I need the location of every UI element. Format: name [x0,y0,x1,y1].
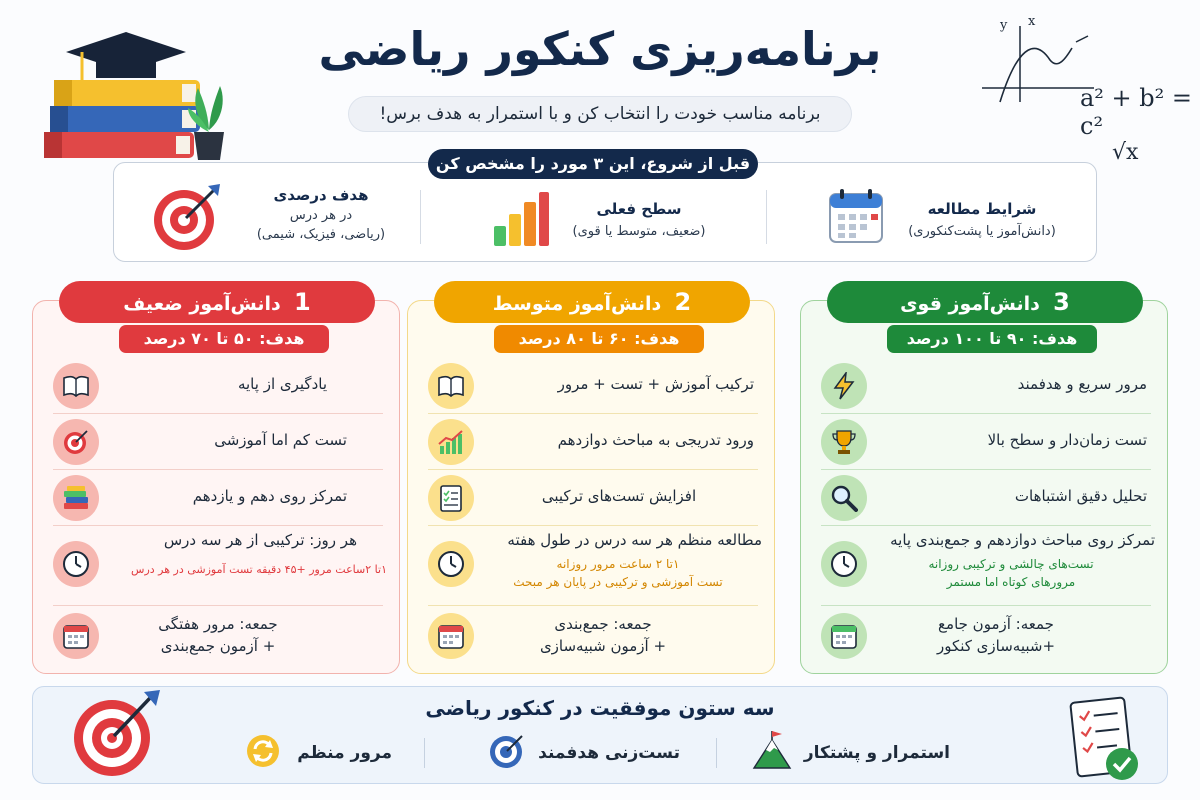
prep-item-study-conditions [892,186,1072,256]
list-item [422,531,762,601]
row-text: هر روز: ترکیبی از هر سه درس [163,531,357,549]
calendar-icon [428,613,474,659]
prep-item-desc: در هر درس [289,208,353,223]
page-title: برنامه‌ریزی کنکور ریاضی [318,22,882,76]
list-item [815,613,1155,663]
bar-level-icon [490,190,550,248]
row-text-2: + آزمون جمع‌بندی [160,637,276,655]
target-icon [66,682,166,782]
plant-illustration [186,80,232,164]
row-text: تست کم اما آموزشی [214,431,347,449]
book-icon [53,363,99,409]
row-divider [53,525,383,526]
row-divider [428,469,758,470]
target-icon [488,732,526,770]
list-item [47,613,387,663]
column-banner [59,281,375,323]
row-text: جمعه: مرور هفتگی [158,615,278,633]
column-banner [434,281,750,323]
row-divider [428,413,758,414]
calendar-icon [826,186,886,246]
prep-item-percent-goal [228,186,414,256]
prep-item-title: شرایط مطالعه [927,200,1037,218]
prep-item-desc: (دانش‌آموز یا پشت‌کنکوری) [908,224,1056,239]
column-title: دانش‌آموز قوی [900,293,1040,315]
clock-icon [821,541,867,587]
list-item [815,531,1155,601]
chart-up-icon [428,419,474,465]
prep-item-desc2: (ریاضی، فیزیک، شیمی) [256,227,386,242]
list-item [815,475,1155,521]
lightning-icon [821,363,867,409]
list-item [815,363,1155,409]
list-item [422,363,762,409]
column-weak [32,288,400,674]
prep-label: قبل از شروع، این ۳ مورد را مشخص کن [428,149,758,179]
row-text: تست زمان‌دار و سطح بالا [987,431,1147,449]
row-text: ترکیب آموزش + تست + مرور [557,375,754,393]
row-text: تحلیل دقیق اشتباهات [1014,487,1147,505]
list-item [422,419,762,465]
calendar-icon [53,613,99,659]
row-text-2: +شبیه‌سازی کنکور [936,637,1056,655]
list-item [47,419,387,465]
target-icon [53,419,99,465]
checklist-clipboard-icon [1068,692,1148,784]
row-text: تمرکز روی مباحث دوازدهم و جمع‌بندی پایه [890,531,1155,549]
pillar-divider [716,738,717,768]
row-text-2: + آزمون شبیه‌سازی [539,637,667,655]
target-icon [152,180,224,252]
success-pillars-title: سه ستون موفقیت در کنکور ریاضی [425,696,775,720]
column-banner [827,281,1143,323]
list-item [815,419,1155,465]
row-subtext: ۱تا ۲ساعت مرور +۴۵ دقیقه تست آموزشی در هر درس [131,563,387,576]
magnifier-icon [821,475,867,521]
row-text: مطالعه منظم هر سه درس در طول هفته [507,531,762,549]
row-subtext: تست آموزشی و ترکیبی در پایان هر مبحث [513,575,723,589]
column-goal: هدف: ۵۰ تا ۷۰ درصد [119,325,329,353]
calendar-icon [821,613,867,659]
prep-item-current-level [544,186,734,256]
list-item [47,531,387,601]
row-divider [821,413,1151,414]
row-divider [821,605,1151,606]
row-text: مرور سریع و هدفمند [1017,375,1147,393]
pillar-perseverance-label: استمرار و پشتکار [803,743,950,763]
row-divider [53,469,383,470]
axis-x-label-top: x [1028,14,1036,29]
pillar-targeted-testing-label: تست‌زنی هدفمند [538,743,680,763]
prep-divider [420,190,421,244]
prep-divider [766,190,767,244]
refresh-icon [246,734,280,768]
clock-icon [53,541,99,587]
row-subtext: تست‌های چالشی و ترکیبی روزانه [928,557,1094,571]
prep-item-title: هدف درصدی [273,186,369,204]
pythagoras-formula: a² + b² = c² [1080,84,1193,140]
pillar-regular-review-label: مرور منظم [297,743,392,763]
mountain-flag-icon [752,730,796,770]
column-medium [407,288,775,674]
row-text: جمعه: آزمون جامع [938,615,1054,633]
row-divider [53,605,383,606]
books-stack-icon [53,475,99,521]
list-item [47,363,387,409]
trophy-icon [821,419,867,465]
prep-item-desc: (ضعیف، متوسط یا قوی) [572,224,706,239]
page-subtitle: برنامه مناسب خودت را انتخاب کن و با استمرار به هدف برس! [348,96,852,132]
column-number: 1 [294,288,311,316]
checklist-icon [428,475,474,521]
row-divider [428,605,758,606]
row-text: افزایش تست‌های ترکیبی [541,487,697,505]
column-number: 3 [1053,288,1070,316]
pillar-divider [424,738,425,768]
prep-item-title: سطح فعلی [596,200,682,218]
list-item [422,475,762,521]
column-title: دانش‌آموز ضعیف [123,293,281,315]
list-item [47,475,387,521]
row-subtext: مرورهای کوتاه اما مستمر [946,575,1076,589]
book-icon [428,363,474,409]
row-text: جمعه: جمع‌بندی [554,615,652,633]
axis-y-label: y [1000,18,1008,33]
clock-icon [428,541,474,587]
row-divider [821,525,1151,526]
row-text: ورود تدریجی به مباحث دوازدهم [557,431,754,449]
list-item [422,613,762,663]
column-goal: هدف: ۹۰ تا ۱۰۰ درصد [887,325,1097,353]
column-goal: هدف: ۶۰ تا ۸۰ درصد [494,325,704,353]
row-text: تمرکز روی دهم و یازدهم [192,487,347,505]
column-title: دانش‌آموز متوسط [492,293,662,315]
row-divider [821,469,1151,470]
column-number: 2 [674,288,692,316]
sqrt-formula: √x [1112,140,1139,165]
row-subtext: ۱تا ۲ ساعت مرور روزانه [556,557,680,571]
column-strong [800,288,1168,674]
row-divider [53,413,383,414]
row-divider [428,525,758,526]
row-text: یادگیری از پایه [237,375,327,393]
